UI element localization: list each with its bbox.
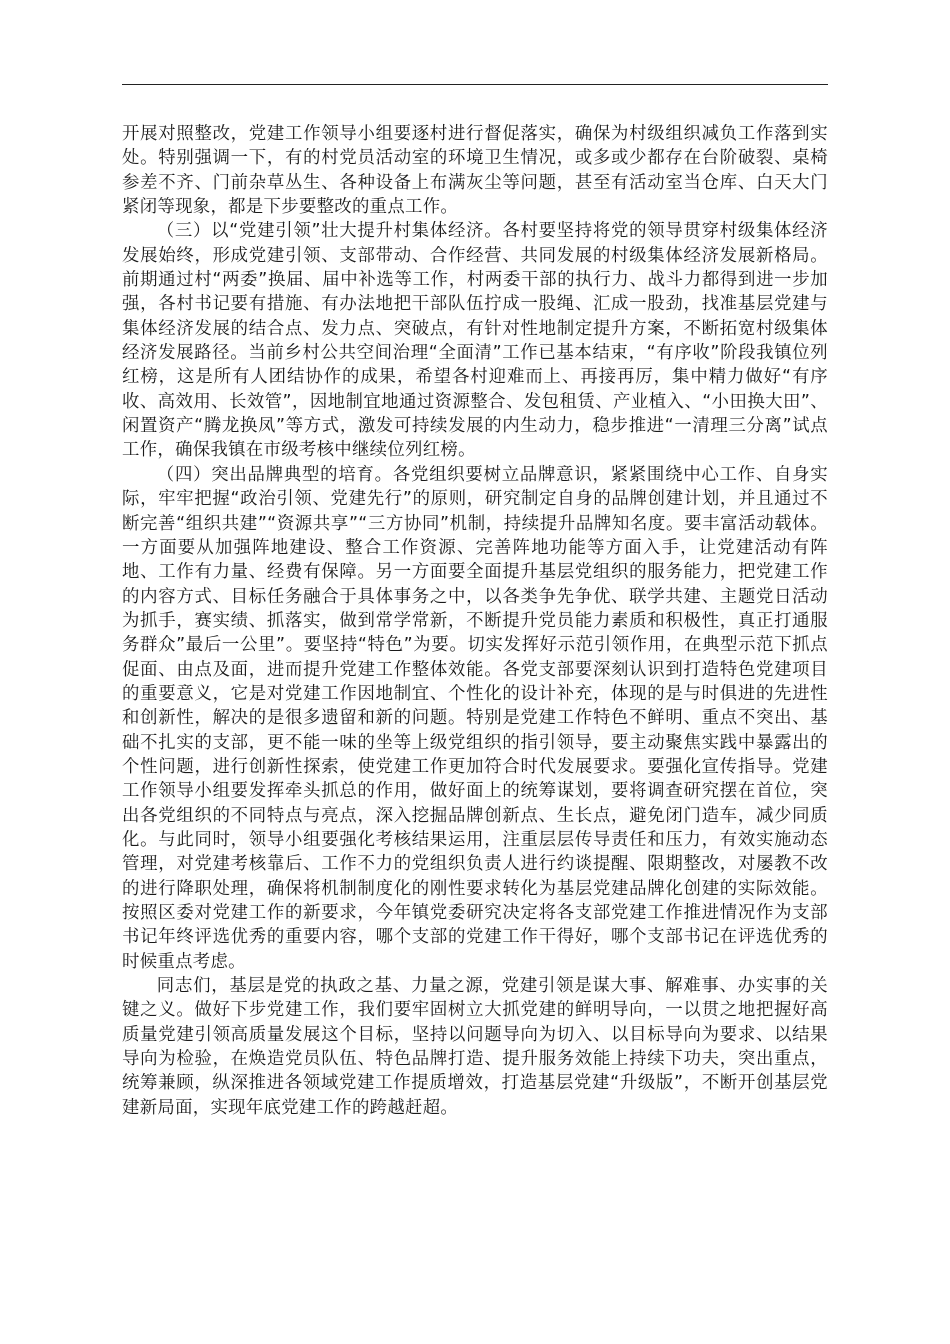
paragraph-continuation: 开展对照整改，党建工作领导小组要逐村进行督促落实，确保为村级组织减负工作落到实处。特别强调一下，有的村党员活动室的环境卫生情况，或多或少都存在台阶破裂、桌椅参差不齐、门前杂草丛生、各种设备上布满灰尘等问题，甚至有活动室当仓库、白天大门紧闭等现象，都是下步要整改的重点工作。 [122,124,828,218]
document-body [122,122,828,1120]
paragraph-closing: 同志们，基层是党的执政之基、力量之源，党建引领是谋大事、解难事、办实事的关键之义。做好下步党建工作，我们要牢固树立大抓党建的鲜明导向，一以贯之地把握好高质量党建引领高质量发展这个目标，坚持以问题导向为切入、以目标导向为要求、以结果导向为检验，在焕造党员队伍、特色品牌打造、提升服务效能上持续下功夫，突出重点，统筹兼顾，纵深推进各领域党建工作提质增效，打造基层党建“升级版”，不断开创基层党建新局面，实现年底党建工作的跨越赶超。 [122,976,828,1118]
header-rule [122,84,828,85]
paragraph-section-four: （四）突出品牌典型的培育。各党组织要树立品牌意识，紧紧围绕中心工作、自身实际，牢牢把握“政治引领、党建先行”的原则，研究制定自身的品牌创建计划，并且通过不断完善“组织共建”“资源共享”“三方协同”机制，持续提升品牌知名度。要丰富活动载体。一方面要从加强阵地建设、整合工作资源、完善阵地功能等方面入手，让党建活动有阵地、工作有力量、经费有保障。另一方面要全面提升基层党组织的服务能力，把党建工作的内容方式、目标任务融合于具体事务之中，以各类争先争优、联学共建、主题党日活动为抓手，赛实绩、抓落实，做到常学常新，不断提升党员能力素质和积极性，真正打通服务群众”最后一公里”。要坚持“特色”为要。切实发挥好示范引领作用，在典型示范下抓点促面、由点及面，进而提升党建工作整体效能。各党支部要深刻认识到打造特色党建项目的重要意义，它是对党建工作因地制宜、个性化的设计补充，体现的是与时俱进的先进性和创新性，解决的是很多遗留和新的问题。特别是党建工作特色不鲜明、重点不突出、基础不扎实的支部，更不能一味的坐等上级党组织的指引领导，要主动聚焦实践中暴露出的个性问题，进行创新性探索，使党建工作更加符合时代发展要求。要强化宣传指导。党建工作领导小组要发挥牵头抓总的作用，做好面上的统筹谋划，要将调查研究摆在首位，突出各党组织的不同特点与亮点，深入挖掘品牌创新点、生长点，避免闭门造车，减少同质化。与此同时，领导小组要强化考核结果运用，注重层层传导责任和压力，有效实施动态管理，对党建考核靠后、工作不力的党组织负责人进行约谈提醒、限期整改，对屡教不改的进行降职处理，确保将机制制度化的刚性要求转化为基层党建品牌化创建的实际效能。按照区委对党建工作的新要求，今年镇党委研究决定将各支部党建工作推进情况作为支部书记年终评选优秀的重要内容，哪个支部的党建工作干得好，哪个支部书记在评选优秀的时候重点考虑。 [122,464,828,972]
paragraph-section-three: （三）以“党建引领”壮大提升村集体经济。各村要坚持将党的领导贯穿村级集体经济发展始终，形成党建引领、支部带动、合作经营、共同发展的村级集体经济发展新格局。前期通过村“两委”换届、届中补选等工作，村两委干部的执行力、战斗力都得到进一步加强，各村书记要有措施、有办法地把干部队伍拧成一股绳、汇成一股劲，找准基层党建与集体经济发展的结合点、发力点、突破点，有针对性地制定提升方案，不断拓宽村级集体经济发展路径。当前乡村公共空间治理“全面清”工作已基本结束，“有序收”阶段我镇位列红榜，这是所有人团结协作的成果，希望各村迎难而上、再接再厉，集中精力做好“有序收、高效用、长效管”，因地制宜地通过资源整合、发包租赁、产业植入、“小田换大田”、闲置资产“腾龙换凤”等方式，激发可持续发展的内生动力，稳步推进“一清理三分离”试点工作，确保我镇在市级考核中继续位列红榜。 [122,221,828,461]
